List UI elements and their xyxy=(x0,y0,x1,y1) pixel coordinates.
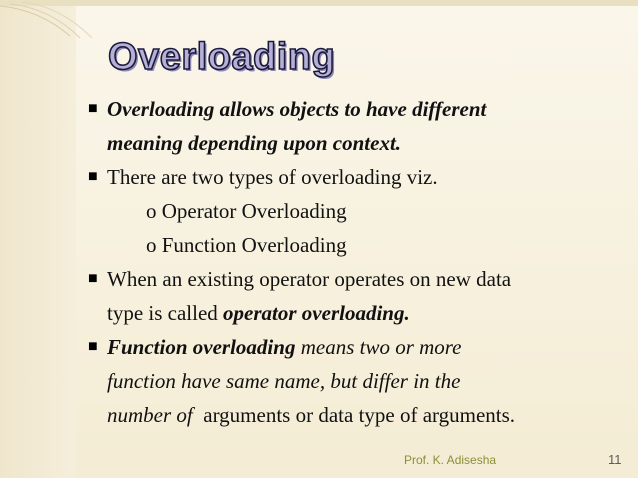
bullet-square-icon: ■ xyxy=(88,270,98,287)
sub-item-function-overloading: o Function Overloading xyxy=(146,233,347,257)
bullet-1-line-2: meaning depending upon context. xyxy=(107,131,402,155)
footer-author: Prof. K. Adisesha xyxy=(404,453,497,467)
corner-decor-lines xyxy=(0,0,120,40)
bullet-2-line-1: There are two types of overloading viz. xyxy=(107,165,438,189)
bullet-3-line-2-prefix: type is called xyxy=(107,301,224,325)
left-decor-bar xyxy=(0,0,76,478)
bullet-item-3 xyxy=(88,262,608,330)
bullet-1-line-1: Overloading allows objects to have different xyxy=(107,97,487,121)
bullet-4-line-2: function have same name, but differ in the xyxy=(107,369,461,393)
bullet-4-emphasis: Function overloading xyxy=(107,335,296,359)
bullet-4-line-3-italic: number of xyxy=(107,403,193,427)
bullet-item-4 xyxy=(88,330,608,432)
bullet-square-icon: ■ xyxy=(88,100,98,117)
footer-page-number: 11 xyxy=(608,452,622,467)
bullet-4-line-3-rest: arguments or data type of arguments. xyxy=(192,403,516,427)
bullet-item-2 xyxy=(88,160,608,194)
bullet-4-line-1-rest: means two or more xyxy=(295,335,462,359)
bullet-square-icon: ■ xyxy=(88,168,98,185)
sub-item-operator-overloading: o Operator Overloading xyxy=(146,199,347,223)
slide-title: Overloading xyxy=(108,36,336,78)
bullet-item-1 xyxy=(88,92,608,160)
bullet-3-line-2-emphasis: operator overloading. xyxy=(223,301,410,325)
bullet-3-line-1: When an existing operator operates on new data xyxy=(107,267,512,291)
bullet-square-icon: ■ xyxy=(88,338,98,355)
slide-content xyxy=(88,92,608,432)
